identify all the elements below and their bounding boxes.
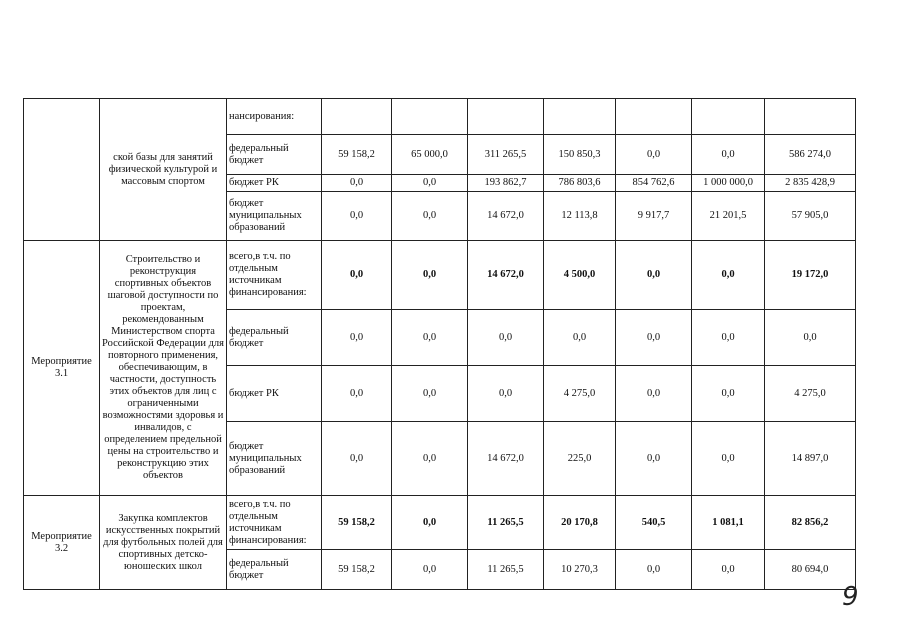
funding-source-cell: всего,в т.ч. по отдельным источникам финансирования: xyxy=(227,241,322,310)
value-cell: 0,0 xyxy=(392,496,468,550)
funding-source-cell: бюджет РК xyxy=(227,175,322,192)
value-cell: 311 265,5 xyxy=(468,135,544,175)
value-cell: 0,0 xyxy=(616,550,692,590)
value-cell: 0,0 xyxy=(322,422,392,496)
event-code-cell xyxy=(24,99,100,241)
total-cell: 80 694,0 xyxy=(765,550,856,590)
value-cell: 0,0 xyxy=(468,310,544,366)
value-cell: 20 170,8 xyxy=(544,496,616,550)
value-cell: 0,0 xyxy=(322,241,392,310)
event-name-cell: Закупка комплектов искусственных покрытий для футбольных полей для спортивных детско-юношеских школ xyxy=(100,496,227,590)
table-row xyxy=(24,496,856,550)
total-cell xyxy=(765,99,856,135)
funding-source-cell: федеральный бюджет xyxy=(227,135,322,175)
value-cell: 0,0 xyxy=(392,175,468,192)
value-cell: 150 850,3 xyxy=(544,135,616,175)
value-cell: 0,0 xyxy=(616,422,692,496)
funding-source-cell: нансирования: xyxy=(227,99,322,135)
value-cell: 11 265,5 xyxy=(468,550,544,590)
value-cell: 0,0 xyxy=(392,366,468,422)
table-row xyxy=(24,241,856,310)
total-cell: 57 905,0 xyxy=(765,192,856,241)
value-cell: 0,0 xyxy=(692,241,765,310)
value-cell: 14 672,0 xyxy=(468,422,544,496)
value-cell: 0,0 xyxy=(468,366,544,422)
value-cell: 14 672,0 xyxy=(468,241,544,310)
value-cell: 10 270,3 xyxy=(544,550,616,590)
total-cell: 0,0 xyxy=(765,310,856,366)
value-cell: 0,0 xyxy=(692,550,765,590)
value-cell: 0,0 xyxy=(392,550,468,590)
value-cell xyxy=(392,99,468,135)
value-cell: 4 275,0 xyxy=(544,366,616,422)
funding-source-cell: бюджет РК xyxy=(227,366,322,422)
value-cell: 59 158,2 xyxy=(322,496,392,550)
value-cell: 193 862,7 xyxy=(468,175,544,192)
value-cell xyxy=(616,99,692,135)
total-cell: 14 897,0 xyxy=(765,422,856,496)
value-cell: 0,0 xyxy=(692,422,765,496)
value-cell: 0,0 xyxy=(322,310,392,366)
value-cell: 1 000 000,0 xyxy=(692,175,765,192)
value-cell xyxy=(692,99,765,135)
value-cell: 0,0 xyxy=(322,175,392,192)
value-cell: 1 081,1 xyxy=(692,496,765,550)
value-cell: 12 113,8 xyxy=(544,192,616,241)
value-cell: 0,0 xyxy=(392,192,468,241)
value-cell xyxy=(322,99,392,135)
table-row xyxy=(24,99,856,135)
funding-source-cell: бюджет муниципальных образований xyxy=(227,192,322,241)
value-cell: 0,0 xyxy=(322,366,392,422)
value-cell: 786 803,6 xyxy=(544,175,616,192)
value-cell: 0,0 xyxy=(392,241,468,310)
total-cell: 19 172,0 xyxy=(765,241,856,310)
value-cell: 854 762,6 xyxy=(616,175,692,192)
value-cell: 540,5 xyxy=(616,496,692,550)
value-cell: 225,0 xyxy=(544,422,616,496)
budget-table xyxy=(23,98,856,590)
event-name-cell: Строительство и реконструкция спортивных объектов шаговой доступности по проектам, рекомендованным Министерством спорта Российской Федерации для повторного применения, обеспечивающим, в частности, доступность этих объектов для лиц с ограниченными возможностями здоровья и инвалидов, с определением предельной цены на строительство и реконструкцию этих объектов xyxy=(100,241,227,496)
value-cell: 21 201,5 xyxy=(692,192,765,241)
value-cell: 0,0 xyxy=(616,366,692,422)
funding-source-cell: федеральный бюджет xyxy=(227,310,322,366)
value-cell: 0,0 xyxy=(616,135,692,175)
total-cell: 82 856,2 xyxy=(765,496,856,550)
value-cell: 0,0 xyxy=(392,310,468,366)
value-cell xyxy=(468,99,544,135)
value-cell: 0,0 xyxy=(692,366,765,422)
total-cell: 2 835 428,9 xyxy=(765,175,856,192)
total-cell: 4 275,0 xyxy=(765,366,856,422)
funding-source-cell: федеральный бюджет xyxy=(227,550,322,590)
event-name-cell: ской базы для занятий физической культурой и массовым спортом xyxy=(100,99,227,241)
value-cell: 0,0 xyxy=(692,310,765,366)
event-code-cell: Мероприятие 3.2 xyxy=(24,496,100,590)
total-cell: 586 274,0 xyxy=(765,135,856,175)
value-cell: 0,0 xyxy=(392,422,468,496)
value-cell: 0,0 xyxy=(616,241,692,310)
event-code-cell: Мероприятие 3.1 xyxy=(24,241,100,496)
value-cell: 14 672,0 xyxy=(468,192,544,241)
value-cell: 11 265,5 xyxy=(468,496,544,550)
value-cell: 0,0 xyxy=(692,135,765,175)
value-cell: 9 917,7 xyxy=(616,192,692,241)
funding-source-cell: бюджет муниципальных образований xyxy=(227,422,322,496)
value-cell: 0,0 xyxy=(544,310,616,366)
value-cell: 65 000,0 xyxy=(392,135,468,175)
value-cell: 0,0 xyxy=(616,310,692,366)
value-cell: 0,0 xyxy=(322,192,392,241)
value-cell xyxy=(544,99,616,135)
value-cell: 59 158,2 xyxy=(322,550,392,590)
funding-source-cell: всего,в т.ч. по отдельным источникам финансирования: xyxy=(227,496,322,550)
page-number: 9 xyxy=(842,582,859,612)
value-cell: 4 500,0 xyxy=(544,241,616,310)
value-cell: 59 158,2 xyxy=(322,135,392,175)
